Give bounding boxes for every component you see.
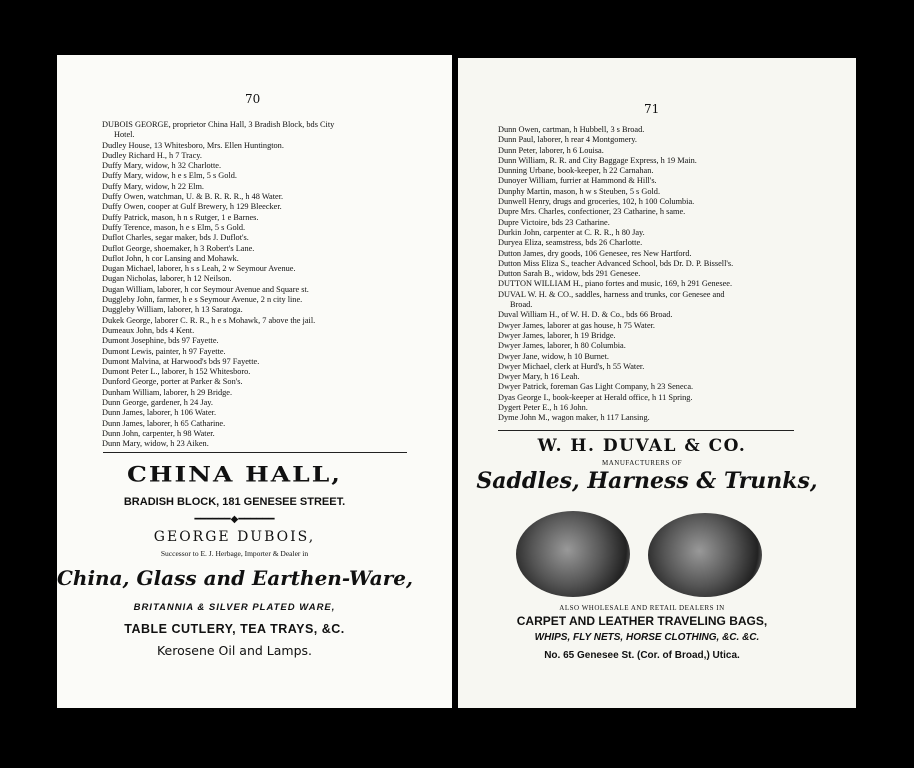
directory-entry: Dumont Josephine, bds 97 Fayette.	[102, 336, 219, 346]
ornament-divider: ━━━━━━◆━━━━━━	[194, 514, 275, 525]
page-number: 70	[245, 92, 261, 106]
directory-entry: Dunn Peter, laborer, h 6 Louisa.	[498, 145, 604, 155]
directory-entry: Duval William H., of W. H. D. & Co., bds 66 Broad.	[498, 310, 673, 320]
duval-title: W. H. DUVAL & CO.	[537, 436, 747, 456]
directory-entry: Dygert Peter E., h 16 John.	[498, 403, 588, 413]
directory-entry: DUTTON WILLIAM H., piano fortes and music, 169, h 291 Genesee.	[498, 279, 733, 289]
directory-entry: Dunn Mary, widow, h 23 Aiken.	[102, 439, 209, 449]
china-hall-address: BRADISH BLOCK, 181 GENESEE STREET.	[123, 496, 346, 508]
directory-entry: Dunn James, laborer, h 65 Catharine.	[102, 418, 226, 428]
directory-entry: Dwyer Jane, widow, h 10 Burnet.	[498, 351, 609, 361]
address-line: No. 65 Genesee St. (Cor. of Broad,) Utica.	[544, 650, 740, 661]
directory-entries	[102, 120, 442, 450]
directory-entry: Dukek George, laborer C. R. R., h e s Mohawk, 7 above the jail.	[102, 315, 316, 325]
manufacturers-line: MANUFACTURERS OF	[601, 459, 683, 467]
directory-entry: Broad.	[510, 300, 533, 310]
china-hall-title: CHINA HALL,	[126, 462, 343, 487]
divider	[103, 452, 407, 453]
directory-entry: Dunn John, carpenter, h 98 Water.	[102, 428, 215, 438]
directory-entry: Dupre Mrs. Charles, confectioner, 23 Catharine, h same.	[498, 207, 686, 217]
directory-entry: Dwyer James, laborer, h 19 Bridge.	[498, 330, 616, 340]
directory-entry: Dunn George, gardener, h 24 Jay.	[102, 398, 213, 408]
directory-entry: Durkin John, carpenter at C. R. R., h 80 Jay.	[498, 227, 645, 237]
directory-entry: Dumont Peter L., laborer, h 152 Whitesboro.	[102, 367, 251, 377]
directory-entry: Hotel.	[114, 130, 135, 140]
directory-entry: Dutton Miss Eliza S., teacher Advanced School, bds Dr. D. P. Bissell's.	[498, 258, 734, 268]
kerosene-line: Kerosene Oil and Lamps.	[156, 643, 313, 658]
cutlery-line: TABLE CUTLERY, TEA TRAYS, &C.	[124, 622, 345, 636]
directory-entry: Dugan William, laborer, h cor Seymour Avenue and Square st.	[102, 284, 309, 294]
directory-entry: Dunwell Henry, drugs and groceries, 102, h 100 Columbia.	[498, 197, 695, 207]
directory-entry: Duflot George, shoemaker, h 3 Robert's Lane.	[102, 243, 255, 253]
directory-entry: Dugan Nicholas, laborer, h 12 Neilson.	[102, 274, 232, 284]
directory-entry: Dumont Lewis, painter, h 97 Fayette.	[102, 346, 226, 356]
directory-entry: Duggleby William, laborer, h 13 Saratoga.	[102, 305, 243, 315]
directory-entry: Dwyer Mary, h 16 Leah.	[498, 372, 580, 382]
directory-entry: Dunphy Martin, mason, h w s Steuben, 5 s Gold.	[498, 186, 661, 196]
directory-entry: Dunn Owen, cartman, h Hubbell, 3 s Broad.	[498, 125, 645, 134]
directory-entry: Duryea Eliza, seamstress, bds 26 Charlotte.	[498, 238, 643, 248]
directory-entry: Dwyer Patrick, foreman Gas Light Company, h 23 Seneca.	[498, 382, 694, 392]
directory-entry: Dyas George I., book-keeper at Herald office, h 11 Spring.	[498, 392, 693, 402]
dealers-line: ALSO WHOLESALE AND RETAIL DEALERS IN	[559, 604, 725, 612]
directory-entry: Dwyer Michael, clerk at Hurd's, h 55 Water.	[498, 361, 645, 371]
directory-entry: Duflot John, h cor Lansing and Mohawk.	[102, 253, 239, 263]
directory-entry: Dugan Michael, laborer, h s s Leah, 2 w Seymour Avenue.	[102, 264, 296, 274]
directory-entry: Dunn William, R. R. and City Baggage Express, h 19 Main.	[498, 155, 697, 165]
directory-entry: Duffy Mary, widow, h 32 Charlotte.	[102, 161, 222, 171]
directory-entry: DUVAL W. H. & CO., saddles, harness and trunks, cor Genesee and	[498, 289, 725, 299]
left-page	[57, 55, 452, 708]
directory-entry: Duflot Charles, segar maker, bds J. Duflot's.	[102, 233, 249, 243]
britannia-line: BRITANNIA & SILVER PLATED WARE,	[133, 602, 336, 613]
directory-entry: Dumeaux John, bds 4 Kent.	[102, 325, 195, 335]
whips-line: WHIPS, FLY NETS, HORSE CLOTHING, &C. &C.	[534, 632, 760, 643]
directory-entry: Dwyer James, laborer at gas house, h 75 Water.	[498, 320, 656, 330]
directory-entry: Duggleby John, farmer, h e s Seymour Avenue, 2 n city line.	[102, 295, 303, 305]
directory-entry: Dudley House, 13 Whitesboro, Mrs. Ellen Huntington.	[102, 140, 284, 150]
directory-entry: Duffy Patrick, mason, h n s Rutger, 1 e Barnes.	[102, 212, 259, 222]
china-goods-line: China, Glass and Earthen-Ware,	[57, 566, 413, 590]
carpet-bags-line: CARPET AND LEATHER TRAVELING BAGS,	[516, 614, 768, 628]
directory-entry: Dyme John M., wagon maker, h 117 Lansing.	[498, 413, 650, 423]
saddles-line: Saddles, Harness & Trunks,	[476, 468, 818, 494]
page-number: 71	[644, 102, 660, 116]
divider	[498, 430, 794, 431]
directory-entry: DUBOIS GEORGE, proprietor China Hall, 3 Bradish Block, bds City	[102, 120, 335, 129]
directory-entry: Dupre Victoire, bds 23 Catharine.	[498, 217, 610, 227]
luggage-illustration	[516, 511, 630, 597]
directory-entry: Duffy Terence, mason, h e s Elm, 5 s Gold.	[102, 222, 246, 232]
directory-entry: Duffy Mary, widow, h 22 Elm.	[102, 181, 205, 191]
directory-entry: Duffy Owen, cooper at Gulf Brewery, h 129 Bleecker.	[102, 202, 282, 212]
saddle-illustration	[648, 513, 762, 597]
directory-entry: Dumont Malvina, at Harwood's bds 97 Fayette.	[102, 356, 260, 366]
proprietor-name: GEORGE DUBOIS,	[153, 529, 316, 545]
directory-entry: Duffy Mary, widow, h e s Elm, 5 s Gold.	[102, 171, 237, 181]
directory-entry: Duffy Owen, watchman, U. & B. R. R. R., h 48 Water.	[102, 192, 284, 202]
directory-entry: Dunn Paul, laborer, h rear 4 Montgomery.	[498, 135, 637, 145]
right-page	[458, 58, 856, 708]
directory-entry: Dudley Richard H., h 7 Tracy.	[102, 150, 202, 160]
successor-line: Successor to E. J. Herbage, Importer & Dealer in	[160, 549, 309, 558]
directory-entry: Dunham William, laborer, h 29 Bridge.	[102, 387, 233, 397]
directory-entries	[498, 125, 848, 424]
directory-entry: Dutton James, dry goods, 106 Genesee, res New Hartford.	[498, 248, 692, 258]
directory-entry: Dunning Urbane, book-keeper, h 22 Carnahan.	[498, 166, 654, 176]
directory-entry: Dunn James, laborer, h 106 Water.	[102, 408, 217, 418]
directory-entry: Dunoyer William, furrier at Hammond & Hill's.	[498, 176, 657, 186]
directory-entry: Dunford George, porter at Parker & Son's.	[102, 377, 243, 387]
directory-entry: Dutton Sarah B., widow, bds 291 Genesee.	[498, 269, 641, 279]
directory-entry: Dwyer James, laborer, h 80 Columbia.	[498, 341, 626, 351]
